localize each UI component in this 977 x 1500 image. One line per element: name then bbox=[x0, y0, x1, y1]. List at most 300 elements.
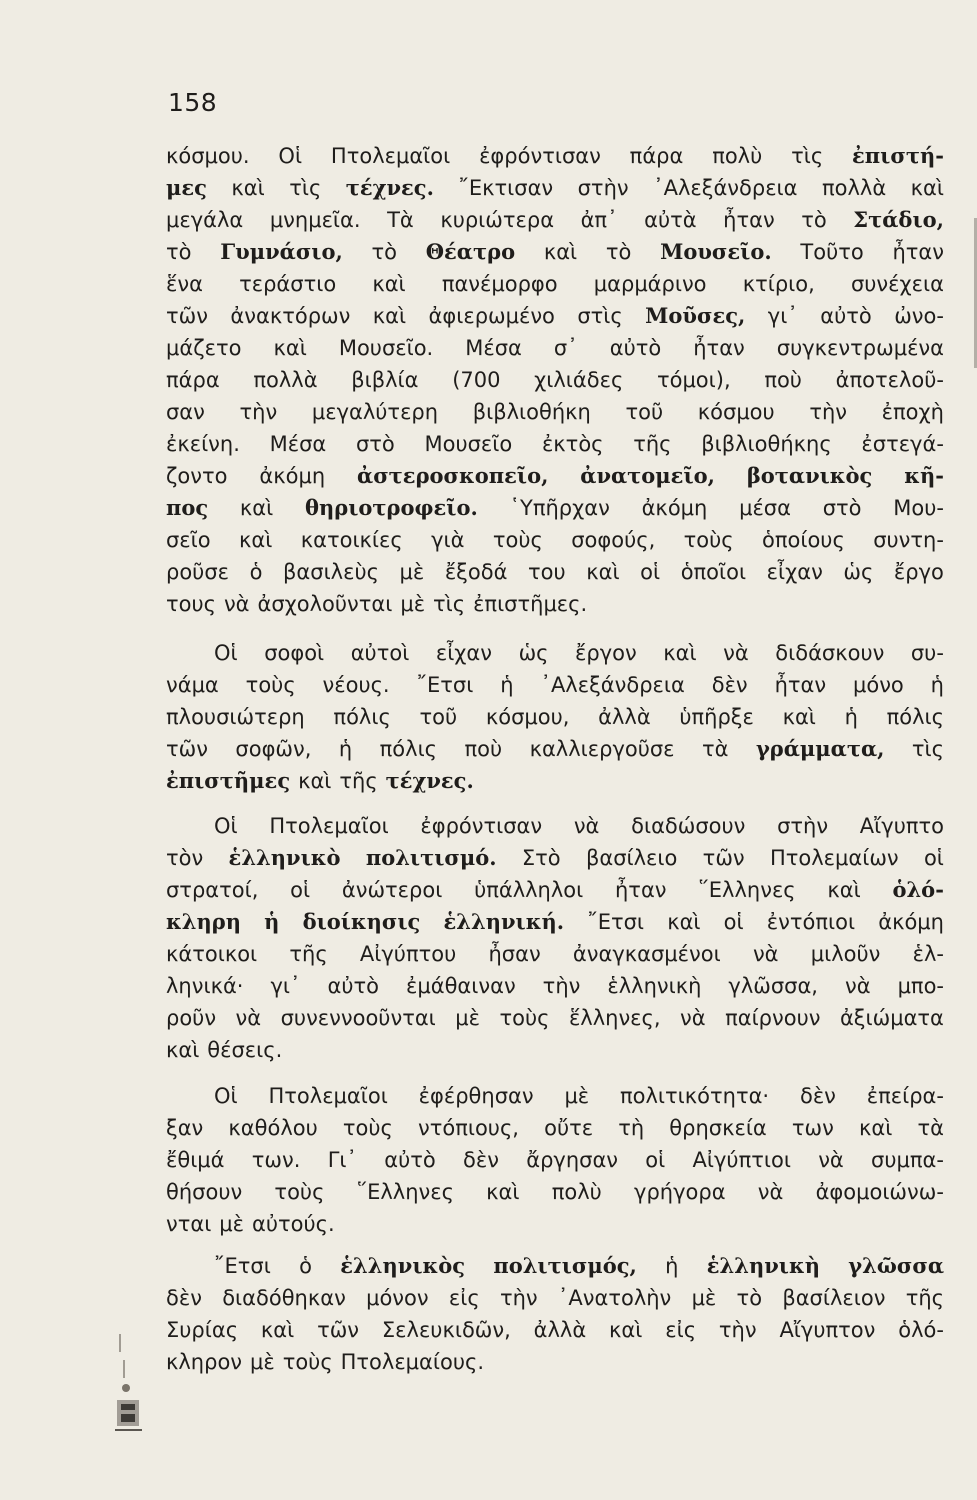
text-line bbox=[166, 1112, 944, 1144]
text-line bbox=[166, 842, 944, 874]
word: οἱ bbox=[923, 846, 944, 870]
word: ῞Ελληνες bbox=[698, 878, 796, 902]
word: ἑλληνικὴ bbox=[607, 974, 702, 998]
word: καὶ bbox=[782, 705, 816, 729]
word: ἀφομοιώνω- bbox=[815, 1180, 944, 1204]
word: μάζετο bbox=[166, 336, 242, 360]
word: μόνον bbox=[366, 1286, 429, 1310]
word: ἦταν bbox=[892, 240, 944, 264]
word: θήσουν bbox=[166, 1180, 243, 1204]
word: ἦταν bbox=[723, 208, 775, 232]
word: μαρμάρινο bbox=[593, 272, 707, 296]
bold-word: Μοῦσες, bbox=[645, 303, 746, 328]
word: τὸν bbox=[166, 846, 204, 870]
word: ᾿Αλεξάνδρεια bbox=[653, 176, 798, 200]
word: τῶν bbox=[166, 737, 208, 761]
word: τὶς bbox=[433, 592, 466, 616]
word: ἡ bbox=[500, 673, 514, 697]
text-line bbox=[166, 556, 944, 588]
text-line bbox=[166, 428, 944, 460]
word: γρήγορα bbox=[634, 1180, 726, 1204]
word: στὴν bbox=[777, 814, 829, 838]
word: ληνικά· bbox=[166, 974, 244, 998]
word: Αἰγύπτιοι bbox=[692, 1148, 791, 1172]
word: νὰ bbox=[235, 1006, 262, 1030]
word: μὲ bbox=[400, 592, 426, 616]
word: μὲ bbox=[691, 1286, 717, 1310]
word: πόλις bbox=[886, 705, 944, 729]
word: δὲν bbox=[463, 1148, 499, 1172]
word: κόσμου. bbox=[166, 144, 250, 168]
word: τους bbox=[166, 592, 216, 616]
bold-word: διοίκησις bbox=[302, 909, 421, 934]
word: νέους. bbox=[322, 673, 390, 697]
word: αὐτὰ bbox=[644, 208, 697, 232]
word: Αἴγυπτο bbox=[859, 814, 944, 838]
word: κατοικίες bbox=[300, 528, 403, 552]
word: ντόπιους, bbox=[417, 1116, 519, 1140]
text-line bbox=[166, 1208, 944, 1240]
bold-word: κληρη bbox=[166, 909, 241, 934]
word: καὶ bbox=[667, 910, 701, 934]
word: διδάσκουν bbox=[775, 641, 885, 665]
word: ποὺ bbox=[764, 368, 802, 392]
word: σοφῶν, bbox=[235, 737, 312, 761]
word: πάρα bbox=[629, 144, 684, 168]
bold-word: γλῶσσα bbox=[848, 1253, 944, 1278]
word: Μουσεῖο. bbox=[338, 336, 434, 360]
word: σαν bbox=[166, 400, 205, 424]
bold-word: θηριοτροφεῖο. bbox=[305, 495, 478, 520]
word: μπο- bbox=[897, 974, 944, 998]
word: σοφοὶ bbox=[264, 641, 325, 665]
word: βιβλιοθήκης bbox=[701, 432, 832, 456]
text-line bbox=[166, 492, 944, 524]
word: καὶ bbox=[827, 878, 861, 902]
word: αὐτὸ bbox=[609, 336, 662, 360]
word: οἱ bbox=[723, 910, 744, 934]
word: τὸ bbox=[736, 1286, 763, 1310]
bold-word: ὁλό- bbox=[892, 877, 944, 902]
word: καὶ bbox=[260, 1318, 295, 1342]
word: ἀκόμη bbox=[878, 910, 944, 934]
bold-word: ἐπιστῆμες bbox=[166, 768, 291, 793]
word: τὴν bbox=[718, 1318, 757, 1342]
word: βιβλιοθήκη bbox=[472, 400, 591, 424]
page-number: 158 bbox=[168, 88, 218, 117]
word: των bbox=[791, 1116, 834, 1140]
word: μνημεῖα. bbox=[269, 208, 361, 232]
word: ἕλληνες, bbox=[568, 1006, 661, 1030]
word: ἀνακτόρων bbox=[230, 304, 351, 328]
bold-word: γράμματα, bbox=[755, 736, 885, 761]
word: ἐποχὴ bbox=[881, 400, 944, 424]
bold-word: Γυμνάσιο, bbox=[220, 239, 343, 264]
word: οἱ bbox=[640, 560, 661, 584]
word: πάρα bbox=[166, 368, 220, 392]
word: θέσεις. bbox=[207, 1038, 283, 1062]
word: συγκεντρωμένα bbox=[776, 336, 944, 360]
word: Πτολεμαῖοι bbox=[330, 144, 451, 168]
bold-word: μες bbox=[166, 175, 207, 200]
word: τοὺς bbox=[683, 528, 734, 552]
text-line bbox=[166, 588, 944, 620]
text-line bbox=[166, 1282, 944, 1314]
word: μιλοῦν bbox=[810, 942, 881, 966]
library-stamp-mark bbox=[112, 1330, 152, 1440]
bold-word: κῆ- bbox=[904, 463, 944, 488]
word: καὶ bbox=[486, 1180, 520, 1204]
word: ἑλ- bbox=[912, 942, 944, 966]
word: καὶ bbox=[231, 176, 265, 200]
word: γι᾿ bbox=[270, 974, 301, 998]
word: ἐφέρθησαν bbox=[418, 1084, 534, 1108]
text-line bbox=[166, 810, 944, 842]
word: ἐκείνη. bbox=[166, 432, 240, 456]
word: μὲ bbox=[219, 1212, 245, 1236]
word: τοὺς bbox=[245, 673, 296, 697]
word: τῆς bbox=[633, 432, 672, 456]
paragraph-1 bbox=[166, 140, 944, 620]
word: τοὺς bbox=[492, 528, 543, 552]
word: εἶχαν bbox=[766, 560, 823, 584]
text-line bbox=[166, 1250, 944, 1282]
word: νὰ bbox=[752, 942, 779, 966]
bold-word: ἑλληνικὴ bbox=[706, 1253, 820, 1278]
text-line bbox=[166, 332, 944, 364]
word: δὲν bbox=[166, 1286, 202, 1310]
word: πολλὰ bbox=[253, 368, 318, 392]
word: δὲν bbox=[711, 673, 748, 697]
word: ῎Ετσι bbox=[587, 910, 645, 934]
word: τὶς bbox=[791, 144, 824, 168]
bold-word: ἡ bbox=[264, 909, 280, 934]
text-line bbox=[166, 364, 944, 396]
word: καθόλου bbox=[228, 1116, 318, 1140]
word: χιλιάδες bbox=[534, 368, 624, 392]
word: καὶ bbox=[586, 560, 620, 584]
word: μὲ bbox=[455, 1006, 480, 1030]
word: ῎Ετσι bbox=[416, 673, 474, 697]
word: τὸ bbox=[371, 240, 398, 264]
word: ἕνα bbox=[166, 272, 203, 296]
text-line bbox=[166, 1314, 944, 1346]
word: κόσμου bbox=[697, 400, 775, 424]
word: νὰ bbox=[757, 1180, 784, 1204]
word: τὶς bbox=[289, 176, 322, 200]
word: γι᾿ bbox=[767, 304, 798, 328]
word: οἱ bbox=[645, 1148, 666, 1172]
text-line bbox=[166, 140, 944, 172]
bold-word: ἀνατομεῖο, bbox=[580, 463, 715, 488]
word: Σελευκιδῶν, bbox=[381, 1318, 511, 1342]
bold-word: Μουσεῖο. bbox=[660, 239, 772, 264]
word: κυριώτερα bbox=[440, 208, 555, 232]
text-line bbox=[166, 970, 944, 1002]
word: ποὺ bbox=[464, 737, 503, 761]
word: ῎Εκτισαν bbox=[458, 176, 554, 200]
word: ἐστεγά- bbox=[861, 432, 944, 456]
word: κάτοικοι bbox=[166, 942, 258, 966]
word: νάμα bbox=[166, 673, 219, 697]
word: τῆς bbox=[905, 1286, 944, 1310]
word: καὶ bbox=[239, 496, 274, 520]
word: τοὺς bbox=[282, 1350, 333, 1374]
word: ἦταν bbox=[615, 878, 667, 902]
word: τοῦ bbox=[419, 705, 458, 729]
word: καὶ bbox=[372, 304, 407, 328]
word: τεράστιο bbox=[239, 272, 337, 296]
word: μόνο bbox=[852, 673, 904, 697]
text-line bbox=[166, 669, 944, 701]
word: ῾Υπῆρχαν bbox=[509, 496, 610, 520]
word: ἀπ᾿ bbox=[580, 208, 618, 232]
word: ἐπείρα- bbox=[866, 1084, 944, 1108]
word: ἐντόπιοι bbox=[766, 910, 856, 934]
word: συνέχεια bbox=[850, 272, 944, 296]
word: Μέσα bbox=[465, 336, 522, 360]
word: τὴν bbox=[542, 974, 581, 998]
word: καὶ bbox=[609, 1318, 643, 1342]
word: ροῦσε bbox=[166, 560, 229, 584]
word: μεγαλύτερη bbox=[311, 400, 439, 424]
word: ὁ bbox=[249, 560, 263, 584]
word: ζοντο bbox=[166, 464, 228, 488]
word: ἐκτὸς bbox=[541, 432, 604, 456]
bold-word: πολιτισμό. bbox=[365, 845, 497, 870]
word: νὰ bbox=[844, 974, 871, 998]
text-line bbox=[166, 765, 944, 797]
word: βασιλεὺς bbox=[283, 560, 379, 584]
word: μὲ bbox=[399, 560, 425, 584]
word: μεγάλα bbox=[166, 208, 244, 232]
word: Πτολεμαίων bbox=[769, 846, 899, 870]
word: νὰ bbox=[680, 1006, 706, 1030]
word: ἐφρόντισαν bbox=[479, 144, 601, 168]
text-line bbox=[166, 1080, 944, 1112]
word: ἀκόμη bbox=[259, 464, 326, 488]
word: στὸ bbox=[822, 496, 862, 520]
word: πολιτικότητα· bbox=[620, 1084, 770, 1108]
word: καὶ bbox=[239, 528, 273, 552]
word: στὴν bbox=[577, 176, 629, 200]
word: Πτολεμαῖοι bbox=[268, 1084, 388, 1108]
word: αὐτὸ bbox=[327, 974, 380, 998]
word: συνεννοοῦνται bbox=[280, 1006, 436, 1030]
bold-word: Θέατρο bbox=[425, 239, 516, 264]
word: ἀναγκασμένοι bbox=[572, 942, 721, 966]
word: ἔργο bbox=[893, 560, 944, 584]
word: συντη- bbox=[873, 528, 944, 552]
word: ὁλό- bbox=[898, 1318, 944, 1342]
word: ὁποίους bbox=[762, 528, 845, 552]
bold-word: τέχνες. bbox=[345, 175, 434, 200]
word: ἦταν bbox=[693, 336, 745, 360]
word: συ- bbox=[910, 641, 944, 665]
word: του bbox=[528, 560, 566, 584]
word: αὐτὸ bbox=[384, 1148, 436, 1172]
word: τὸ bbox=[166, 240, 192, 264]
word: οὔτε bbox=[544, 1116, 594, 1140]
word: συμπα- bbox=[871, 1148, 944, 1172]
text-line bbox=[166, 204, 944, 236]
word: (700 bbox=[452, 368, 501, 392]
bold-word: ἑλληνικὸς bbox=[340, 1253, 466, 1278]
word: καὶ bbox=[859, 1116, 893, 1140]
text-line bbox=[166, 1346, 944, 1378]
word: Μουσεῖο bbox=[424, 432, 513, 456]
text-line bbox=[166, 874, 944, 906]
word: θρησκεία bbox=[669, 1116, 767, 1140]
word: τοὺς bbox=[342, 1116, 393, 1140]
text-line bbox=[166, 1176, 944, 1208]
word: μὲ bbox=[250, 1350, 275, 1374]
word: Γι᾿ bbox=[327, 1148, 357, 1172]
bold-word: ἑλληνική. bbox=[443, 909, 565, 934]
word: καὶ bbox=[663, 641, 697, 665]
text-line bbox=[166, 300, 944, 332]
word: Μου- bbox=[893, 496, 944, 520]
word: πόλις bbox=[379, 737, 438, 761]
word: των. bbox=[251, 1148, 301, 1172]
paragraph-4 bbox=[166, 1080, 944, 1240]
word: ὡς bbox=[518, 641, 549, 665]
text-line bbox=[166, 1144, 944, 1176]
word: ἀλλὰ bbox=[533, 1318, 587, 1342]
word: Τοῦτο bbox=[800, 240, 864, 264]
word: ἡ bbox=[930, 673, 944, 697]
word: ἔθιμά bbox=[166, 1148, 225, 1172]
word: τῶν bbox=[166, 304, 208, 328]
word: καὶ bbox=[273, 336, 307, 360]
word: τὸ bbox=[605, 240, 632, 264]
word: τὴν bbox=[239, 400, 278, 424]
bold-word: πος bbox=[166, 495, 209, 520]
word: αὐτούς. bbox=[251, 1212, 335, 1236]
text-line bbox=[166, 938, 944, 970]
word: Οἱ bbox=[214, 1084, 238, 1108]
word: στρατοί, bbox=[166, 878, 259, 902]
word: εἰς bbox=[665, 1318, 697, 1342]
word: ἀλλὰ bbox=[598, 705, 651, 729]
word: νὰ bbox=[573, 814, 600, 838]
text-line bbox=[166, 1002, 944, 1034]
word: ἦσαν bbox=[488, 942, 541, 966]
text-line bbox=[166, 637, 944, 669]
word: δὲν bbox=[799, 1084, 836, 1108]
word: τῶν bbox=[317, 1318, 360, 1342]
bold-word: Στάδιο, bbox=[853, 207, 944, 232]
text-line bbox=[166, 701, 944, 733]
word: ᾿Αλεξάνδρεια bbox=[540, 673, 685, 697]
word: ἡ bbox=[844, 705, 858, 729]
word: Συρίας bbox=[166, 1318, 239, 1342]
word: ροῦν bbox=[166, 1006, 217, 1030]
bold-word: ἀστεροσκοπεῖο, bbox=[357, 463, 549, 488]
word: ξαν bbox=[166, 1116, 204, 1140]
text-line bbox=[166, 906, 944, 938]
word: οἱ bbox=[290, 878, 311, 902]
word: σεῖο bbox=[166, 528, 211, 552]
word: ὠνο- bbox=[894, 304, 944, 328]
word: ἡ bbox=[665, 1254, 679, 1278]
word: τόμοι), bbox=[656, 368, 731, 392]
text-line bbox=[166, 396, 944, 428]
paragraph-3 bbox=[166, 810, 944, 1066]
word: ἀσχολοῦνται bbox=[257, 592, 393, 616]
word: τῆς bbox=[289, 942, 328, 966]
word: κόσμου, bbox=[485, 705, 570, 729]
word: ἐφρόντισαν bbox=[420, 814, 543, 838]
word: ῎Ετσι bbox=[214, 1254, 271, 1278]
word: ἀξιώματα bbox=[839, 1006, 944, 1030]
bold-word: ἑλληνικὸ bbox=[228, 845, 341, 870]
bold-word: τέχνες. bbox=[385, 768, 474, 793]
word: ὑπάλληλοι bbox=[474, 878, 584, 902]
word: εἰς bbox=[448, 1286, 480, 1310]
word: τὶς bbox=[911, 737, 944, 761]
text-line bbox=[166, 268, 944, 300]
bold-word: πολιτισμός, bbox=[493, 1253, 637, 1278]
word: Πτολεμαῖοι bbox=[269, 814, 389, 838]
word: νὰ bbox=[223, 592, 250, 616]
paragraph-2 bbox=[166, 637, 944, 797]
word: πανέμορφο bbox=[441, 272, 558, 296]
paragraph-5 bbox=[166, 1250, 944, 1378]
word: Αἴγυπτον bbox=[779, 1318, 876, 1342]
bold-word: ἐπιστή- bbox=[852, 143, 944, 168]
word: Οἱ bbox=[214, 814, 238, 838]
word: καὶ bbox=[166, 1038, 200, 1062]
word: καὶ bbox=[543, 240, 578, 264]
word: καὶ bbox=[910, 176, 944, 200]
text-line bbox=[166, 1034, 944, 1066]
word: Πτολεμαίους. bbox=[340, 1350, 484, 1374]
word: βιβλία bbox=[351, 368, 419, 392]
word: καὶ bbox=[372, 272, 406, 296]
word: ἐμάθαιναν bbox=[406, 974, 516, 998]
word: γιὰ bbox=[431, 528, 465, 552]
word: τὰ bbox=[917, 1116, 944, 1140]
word: ὡς bbox=[843, 560, 874, 584]
word: στὶς bbox=[577, 304, 623, 328]
word: ἀποτελοῦ- bbox=[835, 368, 944, 392]
word: πολὺ bbox=[712, 144, 763, 168]
word: στὸ bbox=[355, 432, 395, 456]
word: αὐτοὶ bbox=[350, 641, 410, 665]
word: τῶν bbox=[702, 846, 745, 870]
word: εἶχαν bbox=[435, 641, 493, 665]
word: τοῦ bbox=[625, 400, 664, 424]
text-line bbox=[166, 733, 944, 765]
word: πλουσιώτερη bbox=[166, 705, 305, 729]
word: κληρον bbox=[166, 1350, 243, 1374]
word: βασίλειον bbox=[782, 1286, 886, 1310]
word: νὰ bbox=[723, 641, 749, 665]
word: τὴν bbox=[499, 1286, 538, 1310]
word: ἐπιστῆμες. bbox=[473, 592, 588, 616]
word: Οἱ bbox=[214, 641, 238, 665]
word: ἔξοδά bbox=[444, 560, 508, 584]
word: Οἱ bbox=[278, 144, 303, 168]
word: ἦταν bbox=[774, 673, 827, 697]
word: βασίλειο bbox=[585, 846, 678, 870]
word: σ᾿ bbox=[553, 336, 578, 360]
word: νται bbox=[166, 1212, 212, 1236]
word: τὴν bbox=[809, 400, 848, 424]
word: κτίριο, bbox=[742, 272, 815, 296]
word: πολὺ bbox=[551, 1180, 602, 1204]
